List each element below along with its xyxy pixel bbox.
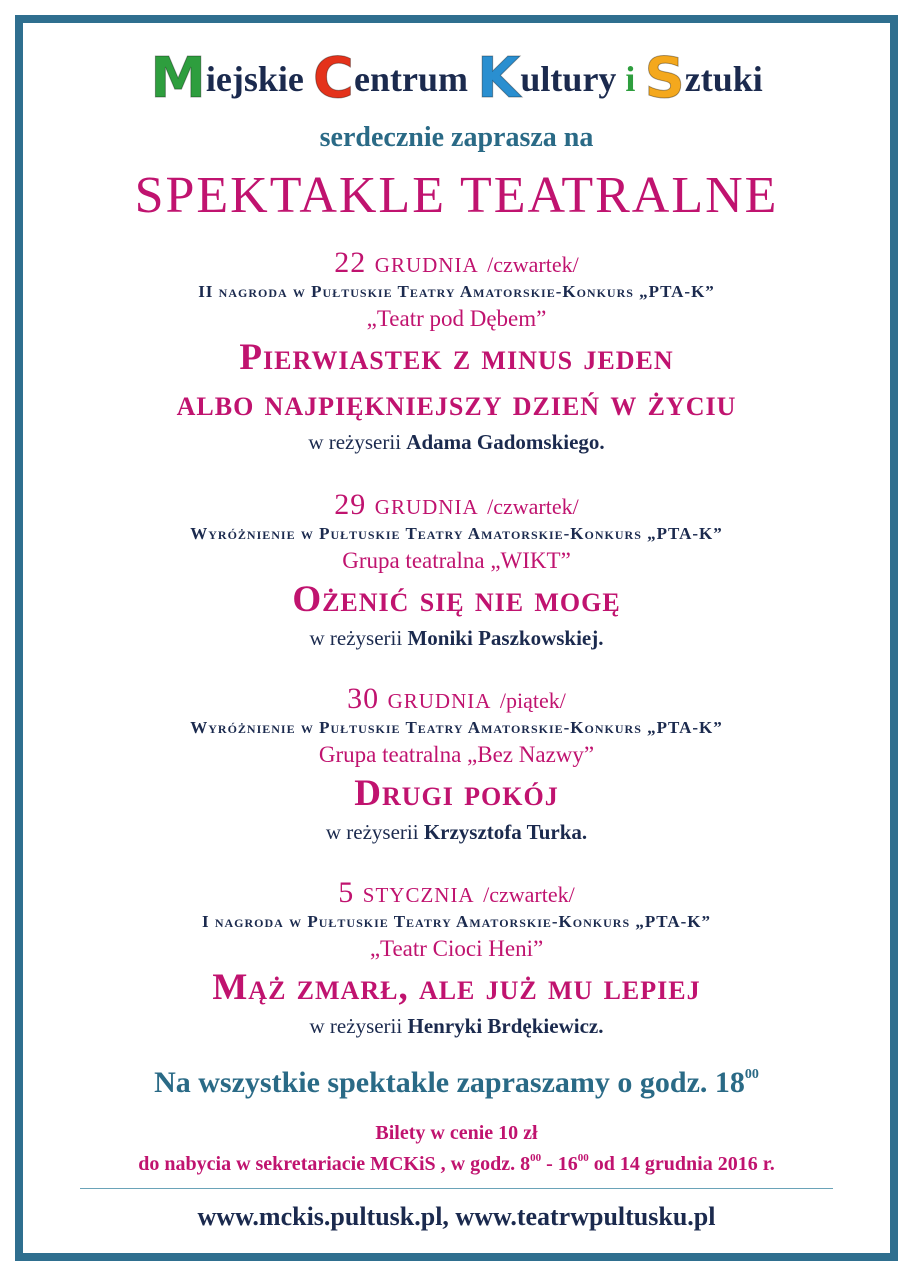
organizer-initial-s: S (644, 46, 685, 111)
event-1-director (0, 430, 913, 455)
event-1-title-line-1: Pierwiastek z minus jeden (239, 337, 674, 378)
event-4-director (0, 1014, 913, 1039)
event-3-title: Drugi pokój (354, 773, 559, 814)
event-3-director-name: Krzysztofa Turka. (423, 820, 588, 844)
event-2-director-prefix: w reżyserii (309, 626, 403, 650)
sales-close-minutes: 00 (577, 1152, 589, 1164)
organizer-word-2: entrum (354, 59, 468, 99)
organizer-name (0, 46, 913, 111)
ticket-sales-info (0, 1152, 913, 1176)
event-3-day: /piątek/ (499, 688, 566, 713)
event-3-date-text: 30 grudnia (347, 682, 492, 715)
organizer-initial-k: K (477, 46, 521, 111)
event-2-title: Ożenić się nie mogę (292, 579, 621, 620)
event-1-date-text: 22 grudnia (334, 246, 479, 279)
event-2-date (0, 488, 913, 522)
event-4-day: /czwartek/ (483, 882, 575, 907)
event-1-director-name: Adama Gadomskiego. (406, 430, 605, 454)
event-1-title-line-2: albo najpiękniejszy dzień w życiu (176, 383, 737, 424)
event-4-date-text: 5 stycznia (338, 876, 475, 909)
event-3-group: Grupa teatralna „Bez Nazwy” (318, 742, 595, 767)
event-4-director-name: Henryki Brdękiewicz. (407, 1014, 604, 1038)
ticket-price: Bilety w cenie 10 zł (375, 1122, 538, 1144)
event-2-date-text: 29 grudnia (334, 488, 479, 521)
event-3-director-prefix: w reżyserii (325, 820, 419, 844)
event-3-date (0, 682, 913, 716)
organizer-word-1: iejskie (205, 59, 304, 99)
sales-info-part-1: do nabycia w sekretariacie MCKiS , w godz. 8 (138, 1153, 531, 1175)
footer-divider (80, 1188, 833, 1189)
event-1-group: „Teatr pod Dębem” (366, 306, 547, 331)
sales-open-minutes: 00 (530, 1152, 542, 1164)
showtime-text: Na wszystkie spektakle zapraszamy o godz. 18 (154, 1066, 745, 1099)
organizer-word-3: ultury (520, 59, 617, 99)
event-1-director-prefix: w reżyserii (308, 430, 402, 454)
event-4-title: Mąż zmarł, ale już mu lepiej (212, 967, 701, 1008)
showtime-minutes: 00 (744, 1067, 759, 1082)
event-2-director-name: Moniki Paszkowskiej. (407, 626, 604, 650)
event-1-day: /czwartek/ (487, 252, 579, 277)
organizer-conjunction: i (625, 59, 636, 99)
event-2-day: /czwartek/ (487, 494, 579, 519)
event-3-award: Wyróżnienie w Pułtuskie Teatry Amatorskie-Konkurs „PTA-K” (190, 718, 723, 737)
sales-info-part-3: od 14 grudnia 2016 r. (588, 1153, 775, 1175)
website-links[interactable]: www.mckis.pultusk.pl, www.teatrwpultusku.pl (197, 1202, 716, 1231)
event-4-award: I nagroda w Pułtuskie Teatry Amatorskie-Konkurs „PTA-K” (201, 912, 711, 931)
organizer-initial-c: C (312, 46, 355, 111)
showtime-line (0, 1066, 913, 1100)
sales-info-part-2: - 16 (541, 1153, 578, 1175)
invite-text: serdecznie zaprasza na (319, 122, 594, 153)
event-1-award: II nagroda w Pułtuskie Teatry Amatorskie-Konkurs „PTA-K” (198, 282, 715, 301)
event-2-director (0, 626, 913, 651)
event-3-director (0, 820, 913, 845)
event-2-group: Grupa teatralna „WIKT” (342, 548, 571, 573)
organizer-initial-m: M (150, 46, 206, 111)
organizer-word-4: ztuki (684, 59, 763, 99)
event-4-director-prefix: w reżyserii (309, 1014, 403, 1038)
event-2-award: Wyróżnienie w Pułtuskie Teatry Amatorskie-Konkurs „PTA-K” (190, 524, 723, 543)
poster-title: SPEKTAKLE TEATRALNE (134, 167, 779, 224)
event-4-date (0, 876, 913, 910)
event-1-date (0, 246, 913, 280)
event-4-group: „Teatr Cioci Heni” (369, 936, 544, 961)
